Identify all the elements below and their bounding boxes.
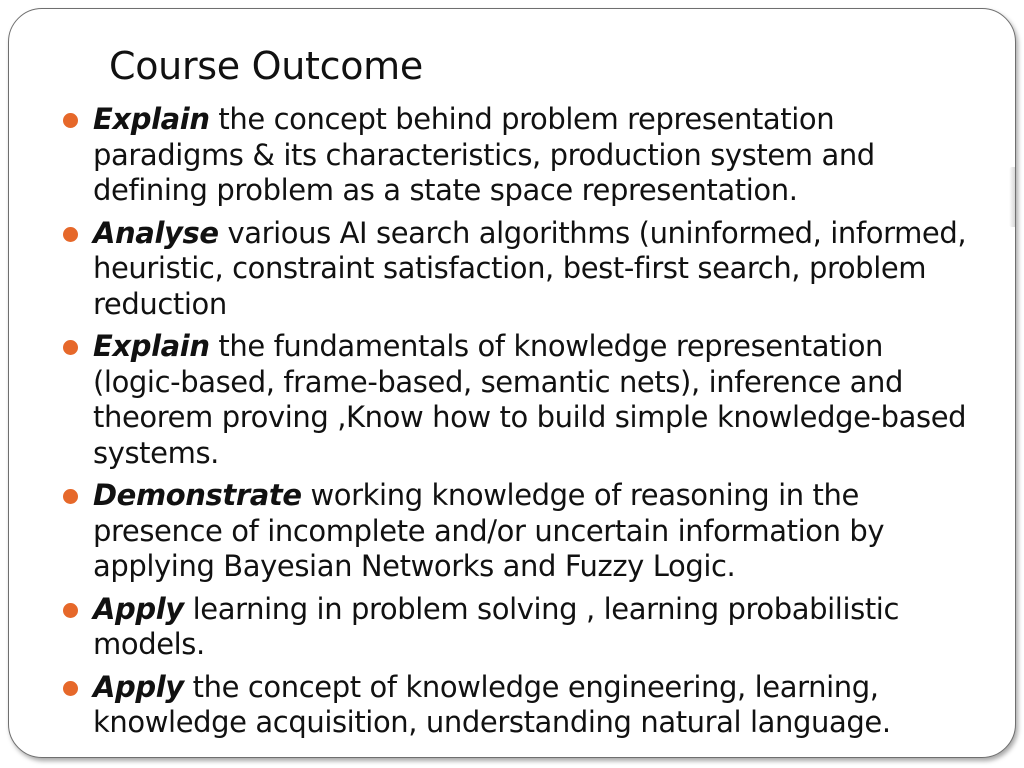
outcome-verb: Analyse xyxy=(93,215,219,250)
bullet-icon xyxy=(63,227,78,242)
outcome-item xyxy=(59,670,969,741)
outcome-verb: Explain xyxy=(93,329,210,363)
outcome-text: learning in problem solving , learning probabilistic models. xyxy=(93,591,899,661)
outcome-list xyxy=(59,102,969,748)
slide-title: Course Outcome xyxy=(109,44,423,88)
outcome-item xyxy=(59,592,969,663)
bullet-icon xyxy=(63,113,78,128)
outcome-verb: Demonstrate xyxy=(93,478,302,512)
slide-frame xyxy=(8,8,1016,758)
outcome-item xyxy=(59,102,969,209)
outcome-text: the concept of knowledge engineering, learning, knowledge acquisition, understanding natural language. xyxy=(93,669,891,739)
outcome-text: various AI search algorithms (uninformed, informed, heuristic, constraint satisfaction, best-first search, problem reduction xyxy=(93,215,967,321)
bullet-icon xyxy=(63,603,78,618)
outcome-text: working knowledge of reasoning in the presence of incomplete and/or uncertain information by applying Bayesian Networks and Fuzzy Logic. xyxy=(93,478,885,583)
bullet-icon xyxy=(63,340,78,355)
outcome-item xyxy=(59,329,969,471)
outcome-text: the fundamentals of knowledge representation (logic-based, frame-based, semantic nets), inference and theorem proving ,Know how to build simple knowledge-based systems. xyxy=(93,329,967,470)
outcome-text: the concept behind problem representation paradigms & its characteristics, production system and defining problem as a state space representation. xyxy=(93,102,875,207)
bullet-icon xyxy=(63,681,78,696)
outcome-verb: Apply xyxy=(93,669,184,704)
outcome-item xyxy=(59,478,969,585)
slide-edge-accent xyxy=(1009,167,1015,227)
outcome-verb: Explain xyxy=(93,102,210,136)
outcome-verb: Apply xyxy=(93,591,184,626)
bullet-icon xyxy=(63,489,78,504)
outcome-item xyxy=(59,216,969,323)
